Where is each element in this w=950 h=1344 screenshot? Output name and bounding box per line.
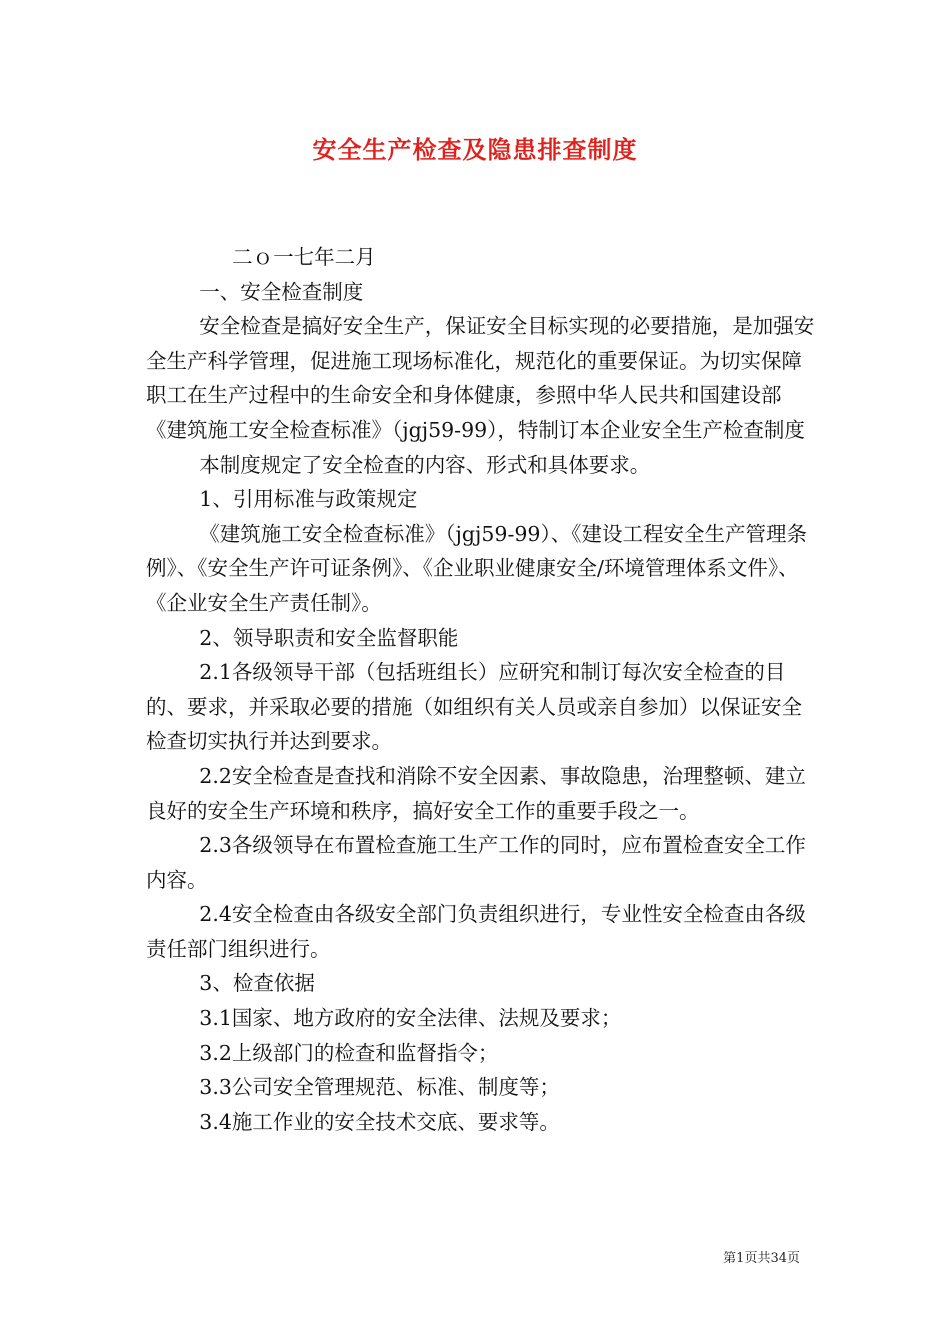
subsection-heading: 1、引用标准与政策规定: [199, 487, 418, 512]
list-item: 3.2上级部门的检查和监督指令；: [199, 1040, 499, 1065]
paragraph: 安全检查是搞好安全生产，保证安全目标实现的必要措施，是加强安全生产科学管理，促进施工现场标准化，规范化的重要保证。为切实保障职工在生产过程中的生命安全和身体健康，参照中华人民共和国建设部《建筑施工安全检查标准》（jgj59-99），特制订本企业安全生产检查制度: [146, 314, 815, 442]
page-number: 第1页共34页: [723, 1251, 800, 1266]
document-date: 二ｏ一七年二月: [232, 245, 376, 269]
list-item: 3.3公司安全管理规范、标准、制度等；: [199, 1075, 560, 1100]
paragraph: 《建筑施工安全检查标准》（jgj59-99）、《建设工程安全生产管理条例》、《安全生产许可证条例》、《企业职业健康安全/环境管理体系文件》、《企业安全生产责任制》。: [146, 521, 807, 615]
paragraph: 2.1各级领导干部（包括班组长）应研究和制订每次安全检查的目的、要求，并采取必要的措施（如组织有关人员或亲自参加）以保证安全检查切实执行并达到要求。: [146, 660, 802, 754]
list-item: 3.1国家、地方政府的安全法律、法规及要求；: [199, 1006, 622, 1031]
section-heading: 一、安全检查制度: [199, 279, 364, 304]
paragraph: 2.4安全检查由各级安全部门负责组织进行，专业性安全检查由各级责任部门组织进行。: [146, 902, 806, 961]
subsection-heading: 3、检查依据: [199, 971, 315, 996]
subsection-heading: 2、领导职责和安全监督职能: [199, 625, 459, 650]
paragraph: 本制度规定了安全检查的内容、形式和具体要求。: [199, 452, 651, 477]
list-item: 3.4施工作业的安全技术交底、要求等。: [199, 1109, 560, 1134]
paragraph: 2.2安全检查是查找和消除不安全因素、事故隐患，治理整顿、建立良好的安全生产环境和秩序，搞好安全工作的重要手段之一。: [146, 763, 806, 823]
document-title: 安全生产检查及隐患排查制度: [312, 135, 638, 164]
document-body: [146, 240, 822, 1139]
paragraph: 2.3各级领导在布置检查施工生产工作的同时，应布置检查安全工作内容。: [146, 833, 806, 892]
